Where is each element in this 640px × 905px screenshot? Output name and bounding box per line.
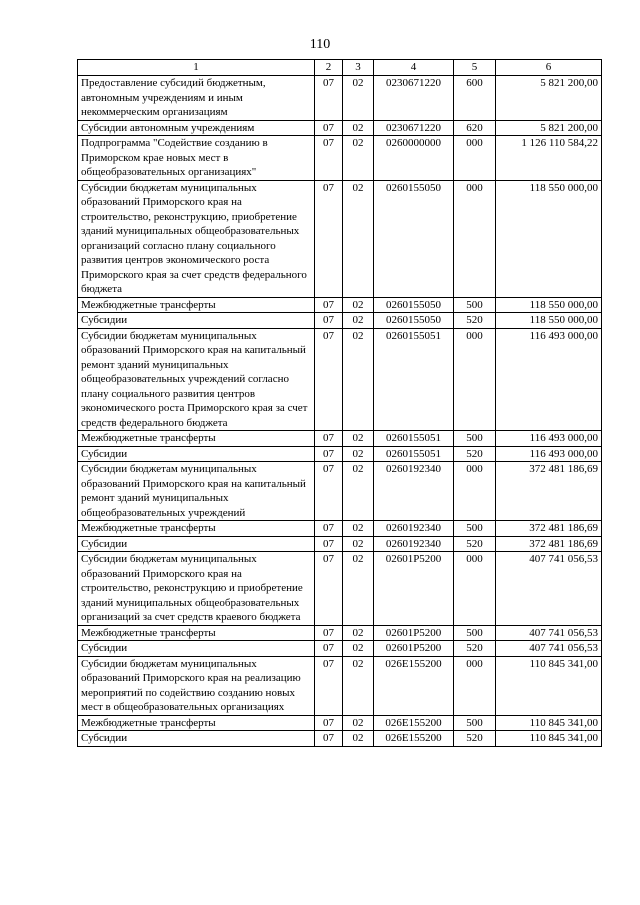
row-subsection: 02 (343, 76, 374, 121)
row-amount: 372 481 186,69 (496, 536, 602, 552)
row-expense-type: 500 (454, 625, 496, 641)
row-amount: 118 550 000,00 (496, 297, 602, 313)
row-amount: 1 126 110 584,22 (496, 136, 602, 181)
row-expense-type: 000 (454, 328, 496, 431)
row-expense-type: 500 (454, 715, 496, 731)
row-target-code: 0260155051 (374, 446, 454, 462)
row-target-code: 0260000000 (374, 136, 454, 181)
row-subsection: 02 (343, 180, 374, 297)
row-expense-type: 520 (454, 731, 496, 747)
row-target-code: 0260155050 (374, 180, 454, 297)
row-expense-type: 000 (454, 136, 496, 181)
row-expense-type: 500 (454, 431, 496, 447)
row-target-code: 02601P5200 (374, 625, 454, 641)
row-name: Межбюджетные трансферты (78, 625, 315, 641)
row-section: 07 (315, 656, 343, 715)
table-row (78, 136, 602, 181)
row-amount: 5 821 200,00 (496, 120, 602, 136)
row-subsection: 02 (343, 656, 374, 715)
row-name: Межбюджетные трансферты (78, 431, 315, 447)
table-row (78, 180, 602, 297)
row-section: 07 (315, 76, 343, 121)
row-subsection: 02 (343, 313, 374, 329)
row-name: Предоставление субсидий бюджетным, автономным учреждениям и иным некоммерческим организациям (78, 76, 315, 121)
row-expense-type: 520 (454, 446, 496, 462)
row-subsection: 02 (343, 297, 374, 313)
table-row (78, 297, 602, 313)
column-header: 5 (454, 60, 496, 76)
row-section: 07 (315, 641, 343, 657)
row-section: 07 (315, 180, 343, 297)
row-subsection: 02 (343, 641, 374, 657)
row-subsection: 02 (343, 462, 374, 521)
row-subsection: 02 (343, 731, 374, 747)
row-subsection: 02 (343, 625, 374, 641)
row-subsection: 02 (343, 431, 374, 447)
row-name: Субсидии бюджетам муниципальных образований Приморского края на капитальный ремонт зданий муниципальных общеобразовательных учреждений согласно плану социального развития центров экономического роста Приморского края за счет средств федерального бюджета (78, 328, 315, 431)
table-row (78, 521, 602, 537)
row-subsection: 02 (343, 536, 374, 552)
column-header: 1 (78, 60, 315, 76)
row-subsection: 02 (343, 715, 374, 731)
row-expense-type: 520 (454, 536, 496, 552)
table-row (78, 552, 602, 626)
table-row (78, 462, 602, 521)
row-name: Субсидии бюджетам муниципальных образований Приморского края на реализацию мероприятий по содействию созданию новых мест в общеобразовательных организациях (78, 656, 315, 715)
table-row (78, 328, 602, 431)
row-amount: 110 845 341,00 (496, 715, 602, 731)
row-section: 07 (315, 328, 343, 431)
row-expense-type: 600 (454, 76, 496, 121)
row-target-code: 0260155051 (374, 328, 454, 431)
row-amount: 407 741 056,53 (496, 625, 602, 641)
row-target-code: 0230671220 (374, 120, 454, 136)
row-section: 07 (315, 297, 343, 313)
row-section: 07 (315, 715, 343, 731)
row-section: 07 (315, 446, 343, 462)
row-section: 07 (315, 431, 343, 447)
row-amount: 116 493 000,00 (496, 328, 602, 431)
row-name: Субсидии (78, 446, 315, 462)
table-row (78, 313, 602, 329)
table-row (78, 715, 602, 731)
row-target-code: 026E155200 (374, 656, 454, 715)
row-section: 07 (315, 536, 343, 552)
row-subsection: 02 (343, 446, 374, 462)
column-header: 4 (374, 60, 454, 76)
row-name: Субсидии (78, 641, 315, 657)
row-target-code: 0260155050 (374, 297, 454, 313)
row-name: Субсидии бюджетам муниципальных образований Приморского края на строительство, реконструкцию и приобретение зданий муниципальных общеобразовательных организаций за счет средств краевого бюджета (78, 552, 315, 626)
row-target-code: 02601P5200 (374, 552, 454, 626)
row-name: Субсидии (78, 731, 315, 747)
row-target-code: 026E155200 (374, 715, 454, 731)
table-row (78, 641, 602, 657)
row-expense-type: 500 (454, 297, 496, 313)
row-section: 07 (315, 552, 343, 626)
row-name: Субсидии бюджетам муниципальных образований Приморского края на строительство, реконструкцию, приобретение зданий муниципальных общеобразовательных организаций согласно плану социального развития центров экономического роста Приморского края за счет средств федерального бюджета (78, 180, 315, 297)
row-amount: 116 493 000,00 (496, 446, 602, 462)
row-name: Субсидии (78, 536, 315, 552)
budget-table (77, 59, 602, 747)
row-section: 07 (315, 462, 343, 521)
column-header: 2 (315, 60, 343, 76)
row-amount: 372 481 186,69 (496, 521, 602, 537)
row-amount: 407 741 056,53 (496, 641, 602, 657)
row-target-code: 026E155200 (374, 731, 454, 747)
row-amount: 407 741 056,53 (496, 552, 602, 626)
row-target-code: 0260155051 (374, 431, 454, 447)
row-section: 07 (315, 625, 343, 641)
row-subsection: 02 (343, 120, 374, 136)
row-expense-type: 000 (454, 656, 496, 715)
row-name: Подпрограмма "Содействие созданию в Приморском крае новых мест в общеобразовательных организациях" (78, 136, 315, 181)
row-subsection: 02 (343, 328, 374, 431)
row-amount: 372 481 186,69 (496, 462, 602, 521)
row-amount: 110 845 341,00 (496, 656, 602, 715)
row-amount: 110 845 341,00 (496, 731, 602, 747)
table-row (78, 656, 602, 715)
row-name: Межбюджетные трансферты (78, 521, 315, 537)
row-target-code: 0260192340 (374, 521, 454, 537)
table-row (78, 731, 602, 747)
row-name: Межбюджетные трансферты (78, 297, 315, 313)
page-number: 110 (309, 37, 331, 52)
row-amount: 5 821 200,00 (496, 76, 602, 121)
row-amount: 118 550 000,00 (496, 180, 602, 297)
row-name: Субсидии автономным учреждениям (78, 120, 315, 136)
column-header: 3 (343, 60, 374, 76)
table-row (78, 76, 602, 121)
row-target-code: 0230671220 (374, 76, 454, 121)
row-expense-type: 000 (454, 180, 496, 297)
row-expense-type: 520 (454, 641, 496, 657)
row-subsection: 02 (343, 552, 374, 626)
row-target-code: 0260192340 (374, 536, 454, 552)
row-section: 07 (315, 731, 343, 747)
row-expense-type: 520 (454, 313, 496, 329)
table-row (78, 446, 602, 462)
table-row (78, 536, 602, 552)
row-name: Субсидии (78, 313, 315, 329)
row-target-code: 02601P5200 (374, 641, 454, 657)
row-name: Межбюджетные трансферты (78, 715, 315, 731)
row-amount: 116 493 000,00 (496, 431, 602, 447)
row-section: 07 (315, 136, 343, 181)
row-amount: 118 550 000,00 (496, 313, 602, 329)
row-section: 07 (315, 521, 343, 537)
row-expense-type: 000 (454, 462, 496, 521)
table-row (78, 625, 602, 641)
row-section: 07 (315, 313, 343, 329)
row-subsection: 02 (343, 136, 374, 181)
row-target-code: 0260155050 (374, 313, 454, 329)
row-subsection: 02 (343, 521, 374, 537)
table-row (78, 431, 602, 447)
row-expense-type: 500 (454, 521, 496, 537)
column-header: 6 (496, 60, 602, 76)
row-expense-type: 620 (454, 120, 496, 136)
table-row (78, 120, 602, 136)
row-target-code: 0260192340 (374, 462, 454, 521)
table-header-row (78, 60, 602, 76)
row-section: 07 (315, 120, 343, 136)
row-expense-type: 000 (454, 552, 496, 626)
row-name: Субсидии бюджетам муниципальных образований Приморского края на капитальный ремонт зданий муниципальных общеобразовательных учреждений (78, 462, 315, 521)
